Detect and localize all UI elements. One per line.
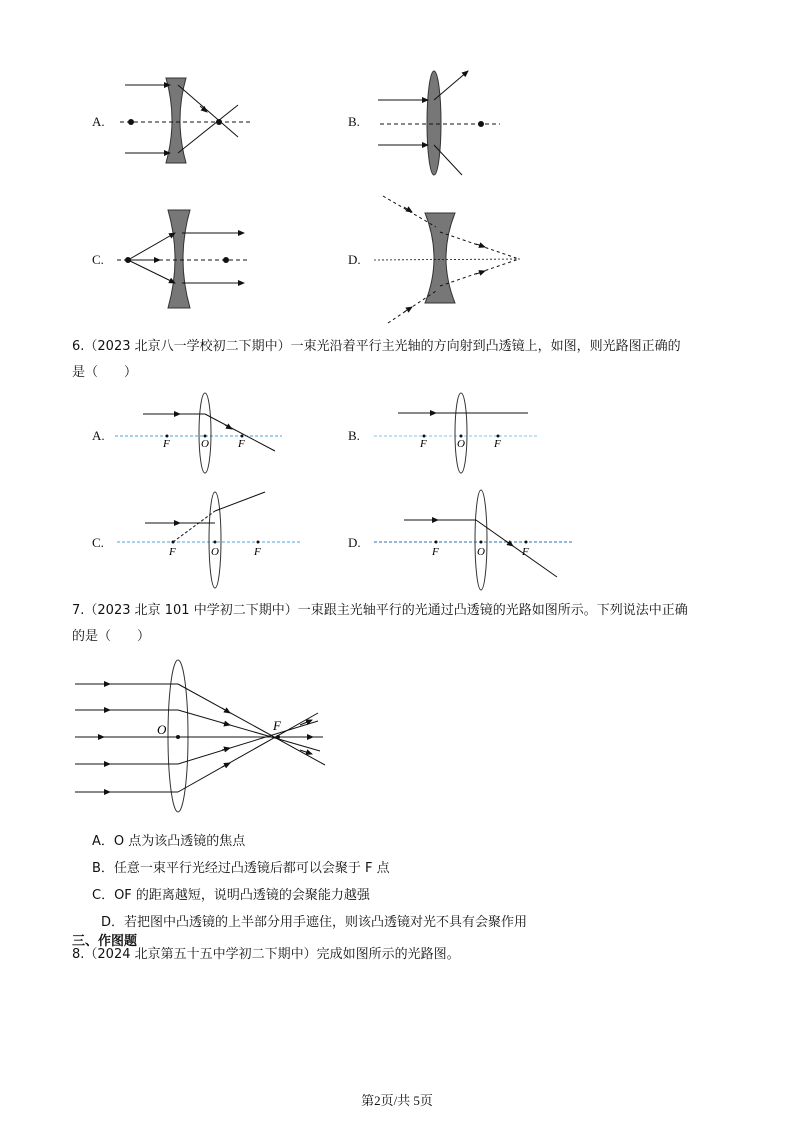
q6-diagram-d — [374, 490, 573, 590]
q6-diagrams — [0, 385, 794, 595]
q6-a-f-left-label: F — [163, 438, 170, 450]
q5-diagram-d — [374, 196, 520, 323]
q6-c-o-label: O — [211, 546, 219, 558]
q5-diagram-a — [120, 78, 252, 163]
q7-stem-line1: 7.（2023 北京 101 中学初二下期中）一束跟主光轴平行的光通过凸透镜的光路如图所示。下列说法中正确 — [72, 603, 688, 618]
q6-diagram-c — [117, 492, 300, 588]
q5-diagram-b — [378, 71, 500, 175]
q5-diagram-c — [117, 210, 248, 308]
q6-stem — [72, 334, 732, 386]
q6-a-o-label: O — [201, 438, 209, 450]
q5-option-a-label: A. — [92, 114, 105, 129]
q7-answer-a: A．O 点为该凸透镜的焦点 — [92, 834, 246, 849]
q6-b-f-right-label: F — [494, 438, 501, 450]
q7-f-label: F — [273, 718, 281, 733]
q5-option-b-label: B. — [348, 114, 360, 129]
q6-diagram-b — [374, 393, 538, 473]
q6-stem-line1: 6.（2023 北京八一学校初二下期中）一束光沿着平行主光轴的方向射到凸透镜上，如图，则光路图正确的 — [72, 339, 681, 354]
q6-c-f-left-label: F — [169, 546, 176, 558]
q6-d-o-label: O — [477, 546, 485, 558]
q7-answer-d: D．若把图中凸透镜的上半部分用手遮住，则该凸透镜对光不具有会聚作用 — [101, 915, 528, 930]
q6-option-b-label: B. — [348, 428, 360, 443]
q6-c-f-right-label: F — [254, 546, 261, 558]
q6-b-f-left-label: F — [420, 438, 427, 450]
q7-stem-line2: 的是（ ） — [72, 629, 151, 644]
q6-stem-line2: 是（ ） — [72, 365, 138, 380]
q6-diagram-a — [115, 393, 282, 473]
q5-option-c-label: C. — [92, 252, 104, 267]
q7-diagram — [0, 655, 794, 825]
q5-diagrams — [0, 0, 794, 340]
q6-d-f-right-label: F — [522, 546, 529, 558]
page-footer: 第2页/共 5页 — [361, 1093, 433, 1108]
q7-answer-c: C．OF 的距离越短，说明凸透镜的会聚能力越强 — [92, 888, 370, 903]
q6-d-f-left-label: F — [432, 546, 439, 558]
q6-a-f-right-label: F — [238, 438, 245, 450]
q6-option-c-label: C. — [92, 535, 104, 550]
q6-option-d-label: D. — [348, 535, 361, 550]
q7-answer-b: B．任意一束平行光经过凸透镜后都可以会聚于 F 点 — [92, 861, 390, 876]
q5-option-d-label: D. — [348, 252, 361, 267]
q6-option-a-label: A. — [92, 428, 105, 443]
q7-o-label: O — [157, 722, 167, 737]
q7-stem — [72, 598, 732, 650]
q8-stem: 8.（2024 北京第五十五中学初二下期中）完成如图所示的光路图。 — [72, 947, 460, 962]
q6-b-o-label: O — [457, 438, 465, 450]
section-3-title: 三、作图题 — [72, 934, 138, 949]
